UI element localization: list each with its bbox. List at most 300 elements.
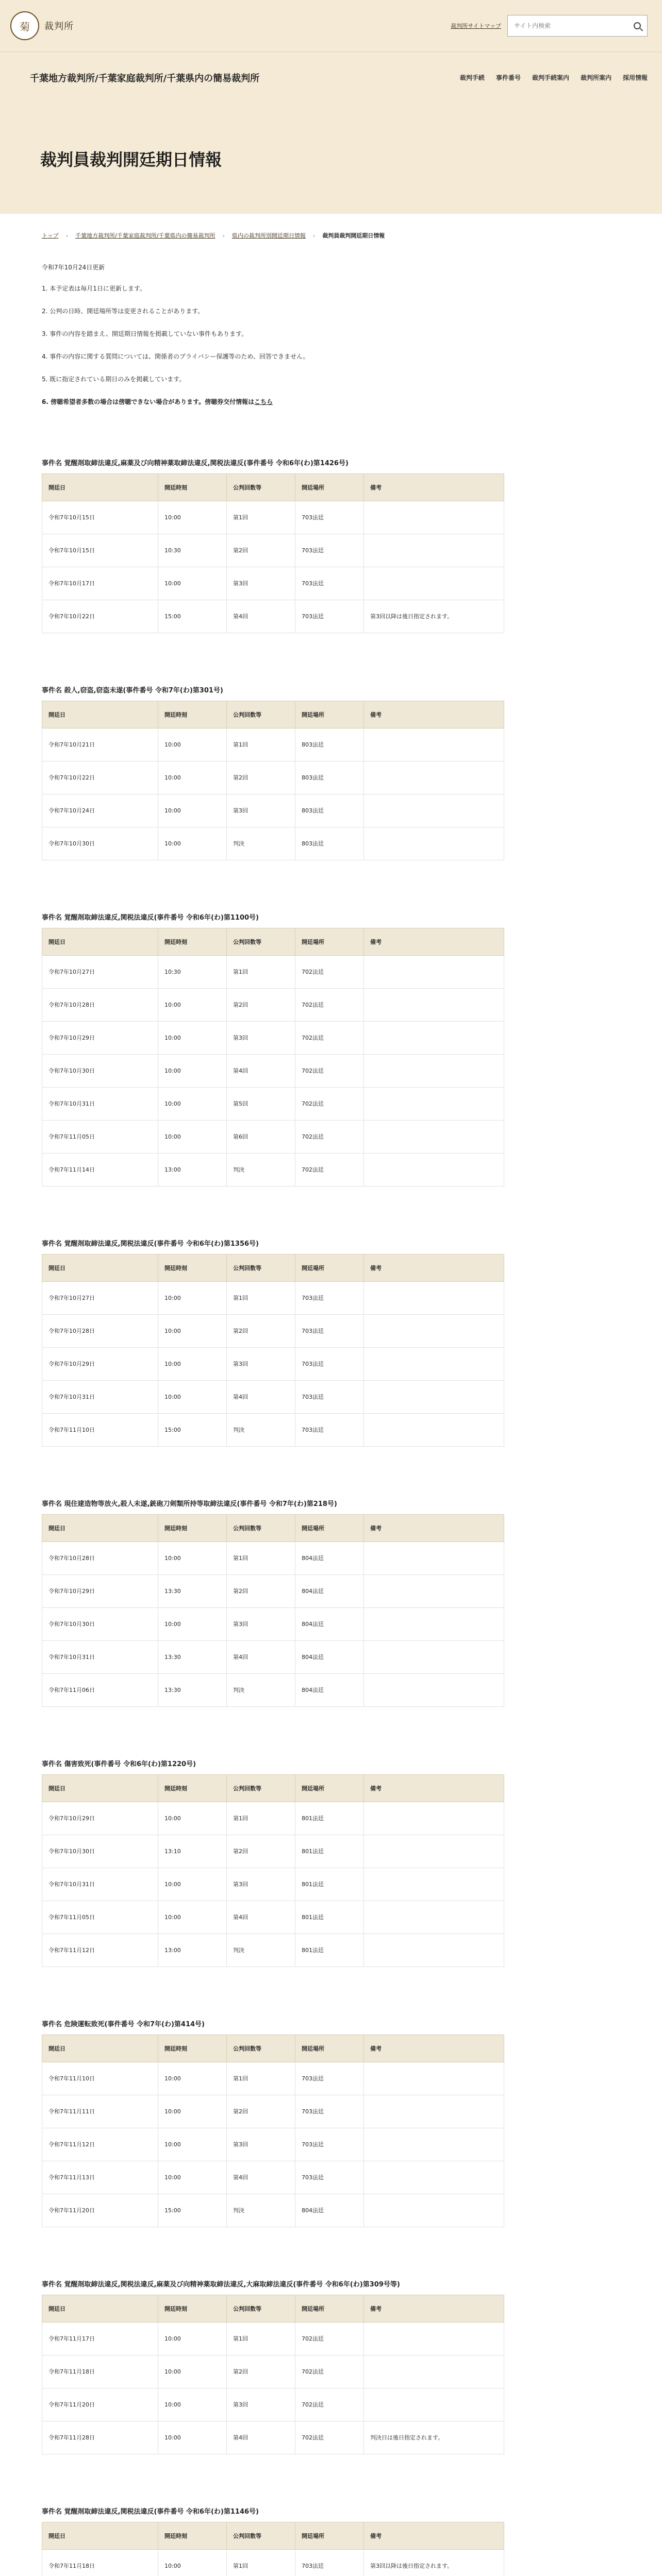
schedule-table [42, 1254, 504, 1447]
column-header: 公判回数等 [227, 2035, 295, 2062]
note-item: 3. 事件の内容を踏まえ、開廷期日情報を掲載していない事件もあります。 [42, 330, 248, 337]
table-row [42, 2194, 504, 2227]
table-row [42, 1868, 504, 1901]
table-cell [364, 955, 504, 988]
schedule-table [42, 701, 504, 860]
table-cell: 10:00 [158, 567, 227, 600]
schedule-table [42, 1774, 504, 1967]
column-header: 開廷場所 [295, 2035, 364, 2062]
table-cell: 令和7年10月30日 [42, 827, 158, 860]
table-header-row [42, 701, 504, 728]
nav-item-case-number[interactable]: 事件番号 [495, 74, 521, 81]
table-row [42, 1901, 504, 1934]
table-cell: 703法廷 [295, 2161, 364, 2194]
column-header: 備考 [364, 701, 504, 728]
table-cell: 第3回 [227, 2128, 295, 2161]
table-row [42, 1054, 504, 1087]
case-section [42, 457, 620, 633]
table-cell: 10:00 [158, 2549, 227, 2576]
table-cell: 13:10 [158, 1835, 227, 1868]
column-header: 開廷日 [42, 1774, 158, 1802]
schedule-table [42, 473, 504, 633]
table-cell [364, 1835, 504, 1868]
table-cell: 803法廷 [295, 728, 364, 761]
column-header: 開廷場所 [295, 928, 364, 955]
table-cell: 10:00 [158, 827, 227, 860]
table-cell: 702法廷 [295, 1087, 364, 1120]
case-section [42, 912, 620, 1187]
table-cell: 13:00 [158, 1153, 227, 1186]
schedule-table [42, 2522, 504, 2576]
search-icon[interactable] [634, 22, 641, 29]
table-cell: 703法廷 [295, 1413, 364, 1446]
table-cell: 10:00 [158, 1087, 227, 1120]
table-cell: 令和7年10月29日 [42, 1021, 158, 1054]
table-row [42, 1673, 504, 1706]
table-row [42, 1574, 504, 1607]
column-header: 開廷時刻 [158, 1774, 227, 1802]
table-row [42, 761, 504, 794]
column-header: 開廷日 [42, 1254, 158, 1281]
table-row [42, 2388, 504, 2421]
column-header: 公判回数等 [227, 2295, 295, 2322]
table-cell: 第4回 [227, 600, 295, 633]
table-cell [364, 1281, 504, 1314]
column-header: 備考 [364, 2035, 504, 2062]
table-cell: 第1回 [227, 955, 295, 988]
table-cell: 10:00 [158, 794, 227, 827]
table-header-row [42, 1254, 504, 1281]
table-cell: 第2回 [227, 761, 295, 794]
table-cell: 10:00 [158, 501, 227, 534]
table-row [42, 2062, 504, 2095]
table-cell: 10:00 [158, 1281, 227, 1314]
table-cell [364, 501, 504, 534]
top-bar [0, 0, 662, 52]
sitemap-link[interactable]: 裁判所サイトマップ [451, 23, 501, 29]
table-cell [364, 1087, 504, 1120]
column-header: 開廷時刻 [158, 1514, 227, 1541]
schedule-table [42, 928, 504, 1187]
search-input[interactable] [514, 22, 630, 29]
table-cell [364, 567, 504, 600]
table-cell: 令和7年11月18日 [42, 2355, 158, 2388]
table-cell: 804法廷 [295, 2194, 364, 2227]
column-header: 備考 [364, 1514, 504, 1541]
column-header: 開廷場所 [295, 701, 364, 728]
table-cell: 判決 [227, 1673, 295, 1706]
table-cell: 15:00 [158, 1413, 227, 1446]
table-cell: 令和7年10月31日 [42, 1087, 158, 1120]
table-cell: 第1回 [227, 1541, 295, 1574]
brand-name: 裁判所 [44, 21, 74, 32]
table-cell [364, 1347, 504, 1380]
column-header: 開廷場所 [295, 1514, 364, 1541]
breadcrumb [42, 231, 620, 240]
table-cell: 第3回 [227, 1021, 295, 1054]
table-cell: 10:00 [158, 2421, 227, 2454]
table-row [42, 567, 504, 600]
table-cell: 令和7年10月29日 [42, 1574, 158, 1607]
site-logo[interactable] [10, 11, 74, 40]
case-title: 事件名 覚醒剤取締法違反,関税法違反(事件番号 令和6年(わ)第1356号) [42, 1240, 259, 1248]
notes-list [42, 284, 620, 406]
table-row [42, 827, 504, 860]
table-row [42, 2421, 504, 2454]
case-title: 事件名 覚醒剤取締法違反,麻薬及び向精神薬取締法違反,関税法違反(事件番号 令和6年(わ)第1426号) [42, 459, 349, 467]
table-cell: 令和7年11月10日 [42, 2062, 158, 2095]
table-cell: 令和7年10月30日 [42, 1054, 158, 1087]
case-section [42, 1758, 620, 1967]
table-cell: 801法廷 [295, 1901, 364, 1934]
table-row [42, 1380, 504, 1413]
table-cell: 703法廷 [295, 2128, 364, 2161]
case-section [42, 685, 620, 860]
table-cell: 第2回 [227, 1574, 295, 1607]
case-section [42, 2279, 620, 2454]
table-cell: 10:00 [158, 1541, 227, 1574]
table-cell [364, 1673, 504, 1706]
table-cell [364, 1901, 504, 1934]
column-header: 備考 [364, 1254, 504, 1281]
table-cell: 令和7年10月22日 [42, 761, 158, 794]
table-row [42, 2322, 504, 2355]
column-header: 開廷時刻 [158, 701, 227, 728]
column-header: 開廷日 [42, 1514, 158, 1541]
table-cell: 第1回 [227, 2062, 295, 2095]
table-cell: 703法廷 [295, 1347, 364, 1380]
table-cell: 13:30 [158, 1673, 227, 1706]
table-cell: 第3回以降は後日指定されます。 [364, 600, 504, 633]
nav-item-court-guide[interactable]: 裁判所案内 [580, 74, 611, 81]
column-header: 公判回数等 [227, 701, 295, 728]
table-cell: 804法廷 [295, 1673, 364, 1706]
table-cell: 判決 [227, 2194, 295, 2227]
table-cell [364, 794, 504, 827]
table-cell: 令和7年10月21日 [42, 728, 158, 761]
table-cell [364, 1153, 504, 1186]
table-cell: 令和7年11月20日 [42, 2388, 158, 2421]
case-list [42, 457, 620, 2576]
table-cell: 10:00 [158, 2128, 227, 2161]
table-cell [364, 1054, 504, 1087]
table-header-row [42, 2522, 504, 2549]
schedule-table [42, 2295, 504, 2454]
table-cell: 令和7年11月20日 [42, 2194, 158, 2227]
table-row [42, 794, 504, 827]
table-cell: 801法廷 [295, 1835, 364, 1868]
table-cell: 令和7年10月30日 [42, 1835, 158, 1868]
table-cell: 第3回 [227, 794, 295, 827]
table-cell [364, 827, 504, 860]
table-header-row [42, 1514, 504, 1541]
table-header-row [42, 2295, 504, 2322]
table-cell: 判決日は後日指定されます。 [364, 2421, 504, 2454]
table-cell: 10:30 [158, 534, 227, 567]
table-cell: 令和7年11月18日 [42, 2549, 158, 2576]
table-cell: 10:00 [158, 761, 227, 794]
table-cell [364, 2355, 504, 2388]
table-cell: 令和7年10月30日 [42, 1607, 158, 1640]
column-header: 備考 [364, 2522, 504, 2549]
column-header: 公判回数等 [227, 2522, 295, 2549]
chrysanthemum-emblem-icon: 菊 [10, 11, 39, 40]
column-header: 公判回数等 [227, 928, 295, 955]
table-cell: 令和7年11月05日 [42, 1120, 158, 1153]
table-row [42, 2355, 504, 2388]
table-cell [364, 1607, 504, 1640]
table-cell: 令和7年10月15日 [42, 501, 158, 534]
table-cell: 第1回 [227, 2549, 295, 2576]
table-cell: 10:00 [158, 1347, 227, 1380]
table-cell: 令和7年11月10日 [42, 1413, 158, 1446]
table-row [42, 1413, 504, 1446]
note-item: 4. 事件の内容に関する質問については、関係者のプライバシー保護等のため、回答できません。 [42, 352, 309, 360]
table-cell [364, 728, 504, 761]
table-cell: 10:00 [158, 1314, 227, 1347]
column-header: 開廷日 [42, 928, 158, 955]
note-ticket-text: 6. 傍聴希望者多数の場合は傍聴できない場合があります。傍聴券交付情報は [42, 398, 255, 405]
table-cell: 第3回 [227, 2388, 295, 2421]
table-cell: 第1回 [227, 501, 295, 534]
column-header: 開廷日 [42, 2035, 158, 2062]
table-row [42, 728, 504, 761]
breadcrumb-schedule-list[interactable]: 県内の裁判所別開廷期日情報 [231, 232, 306, 239]
column-header: 備考 [364, 2295, 504, 2322]
column-header: 公判回数等 [227, 1254, 295, 1281]
column-header: 開廷場所 [295, 1774, 364, 1802]
table-cell: 第1回 [227, 1281, 295, 1314]
table-cell: 702法廷 [295, 2421, 364, 2454]
table-cell: 703法廷 [295, 1281, 364, 1314]
table-cell: 第1回 [227, 2322, 295, 2355]
breadcrumb-separator-icon: › [65, 232, 69, 239]
table-row [42, 1541, 504, 1574]
table-row [42, 1640, 504, 1673]
table-cell: 703法廷 [295, 567, 364, 600]
nav-item-procedure-guide[interactable]: 裁判手続案内 [532, 74, 569, 81]
case-title: 事件名 覚醒剤取締法違反,関税法違反(事件番号 令和6年(わ)第1146号) [42, 2507, 259, 2516]
column-header: 開廷日 [42, 2522, 158, 2549]
table-row [42, 1347, 504, 1380]
table-cell: 702法廷 [295, 955, 364, 988]
case-title: 事件名 殺人,窃盗,窃盗未遂(事件番号 令和7年(わ)第301号) [42, 686, 223, 694]
note-item-ticket [42, 397, 620, 406]
table-cell: 703法廷 [295, 534, 364, 567]
nav-item-procedure[interactable]: 裁判手続 [459, 74, 485, 81]
table-cell: 803法廷 [295, 794, 364, 827]
case-section [42, 2506, 620, 2576]
table-cell: 10:00 [158, 1054, 227, 1087]
table-cell [364, 2388, 504, 2421]
court-name[interactable]: 千葉地方裁判所/千葉家庭裁判所/千葉県内の簡易裁判所 [30, 73, 260, 84]
table-header-row [42, 2035, 504, 2062]
table-cell: 703法廷 [295, 1314, 364, 1347]
table-cell: 15:00 [158, 2194, 227, 2227]
table-row [42, 988, 504, 1021]
table-cell: 令和7年10月22日 [42, 600, 158, 633]
table-cell: 804法廷 [295, 1607, 364, 1640]
table-cell: 令和7年10月29日 [42, 1802, 158, 1835]
table-cell [364, 2194, 504, 2227]
table-cell: 令和7年11月28日 [42, 2421, 158, 2454]
table-row [42, 1835, 504, 1868]
table-cell [364, 1574, 504, 1607]
table-cell [364, 1120, 504, 1153]
schedule-table [42, 2035, 504, 2227]
table-cell: 703法廷 [295, 2549, 364, 2576]
table-cell [364, 2095, 504, 2128]
note-item: 5. 既に指定されている期日のみを掲載しています。 [42, 375, 186, 383]
column-header: 開廷場所 [295, 1254, 364, 1281]
table-row [42, 1802, 504, 1835]
table-cell: 令和7年11月17日 [42, 2322, 158, 2355]
table-header-row [42, 928, 504, 955]
case-title: 事件名 危険運転致死(事件番号 令和7年(わ)第414号) [42, 2020, 205, 2028]
table-cell [364, 761, 504, 794]
table-row [42, 1607, 504, 1640]
table-cell [364, 1640, 504, 1673]
table-cell: 第1回 [227, 728, 295, 761]
table-cell [364, 1541, 504, 1574]
table-cell: 702法廷 [295, 1120, 364, 1153]
column-header: 公判回数等 [227, 473, 295, 501]
table-cell: 令和7年10月28日 [42, 988, 158, 1021]
table-cell: 702法廷 [295, 988, 364, 1021]
column-header: 開廷日 [42, 701, 158, 728]
table-cell: 令和7年11月11日 [42, 2095, 158, 2128]
breadcrumb-top[interactable]: トップ [42, 232, 59, 239]
breadcrumb-current: 裁判員裁判開廷期日情報 [322, 232, 385, 239]
table-cell: 第3回以降は後日指定されます。 [364, 2549, 504, 2576]
table-cell: 第6回 [227, 1120, 295, 1153]
nav-item-recruitment[interactable]: 採用情報 [622, 74, 648, 81]
table-cell: 令和7年10月27日 [42, 955, 158, 988]
table-cell: 10:00 [158, 2062, 227, 2095]
table-cell: 第1回 [227, 1802, 295, 1835]
table-cell [364, 988, 504, 1021]
table-cell: 702法廷 [295, 1021, 364, 1054]
table-cell: 令和7年10月27日 [42, 1281, 158, 1314]
updated-date: 令和7年10月24日更新 [42, 264, 105, 271]
table-cell: 第4回 [227, 2161, 295, 2194]
table-cell: 10:00 [158, 2322, 227, 2355]
column-header: 開廷日 [42, 2295, 158, 2322]
table-cell: 10:00 [158, 2161, 227, 2194]
note-item: 2. 公判の日時、開廷場所等は変更されることがあります。 [42, 307, 204, 315]
table-cell: 10:00 [158, 1021, 227, 1054]
column-header: 開廷場所 [295, 473, 364, 501]
column-header: 開廷時刻 [158, 2522, 227, 2549]
table-cell: 801法廷 [295, 1802, 364, 1835]
column-header: 備考 [364, 928, 504, 955]
table-cell: 令和7年11月12日 [42, 1934, 158, 1967]
table-cell [364, 2128, 504, 2161]
table-cell: 判決 [227, 1413, 295, 1446]
table-cell: 判決 [227, 827, 295, 860]
table-cell [364, 1934, 504, 1967]
table-cell: 10:00 [158, 2355, 227, 2388]
case-section [42, 1498, 620, 1707]
ticket-info-link[interactable]: こちら [254, 398, 273, 405]
table-cell: 第2回 [227, 2095, 295, 2128]
table-cell: 令和7年11月12日 [42, 2128, 158, 2161]
table-cell: 第3回 [227, 1347, 295, 1380]
table-cell: 令和7年11月14日 [42, 1153, 158, 1186]
table-cell: 10:00 [158, 1802, 227, 1835]
table-row [42, 2128, 504, 2161]
case-title: 事件名 傷害致死(事件番号 令和6年(わ)第1220号) [42, 1760, 196, 1768]
table-cell: 10:00 [158, 2388, 227, 2421]
table-cell: 804法廷 [295, 1640, 364, 1673]
table-cell: 10:30 [158, 955, 227, 988]
page-title: 裁判員裁判開廷期日情報 [40, 149, 222, 170]
table-cell: 令和7年10月24日 [42, 794, 158, 827]
table-row [42, 955, 504, 988]
table-cell: 10:00 [158, 1380, 227, 1413]
case-title: 事件名 覚醒剤取締法違反,関税法違反,麻薬及び向精神薬取締法違反,大麻取締法違反(事件番号 令和6年(わ)第309号等) [42, 2280, 400, 2289]
column-header: 開廷時刻 [158, 473, 227, 501]
table-row [42, 1153, 504, 1186]
table-cell: 13:00 [158, 1934, 227, 1967]
table-cell: 702法廷 [295, 2355, 364, 2388]
table-row [42, 1087, 504, 1120]
table-cell: 13:30 [158, 1640, 227, 1673]
table-cell: 15:00 [158, 600, 227, 633]
breadcrumb-separator-icon: › [312, 232, 316, 239]
column-header: 開廷時刻 [158, 928, 227, 955]
case-title: 事件名 現住建造物等放火,殺人未遂,銃砲刀剣類所持等取締法違反(事件番号 令和7年(わ)第218号) [42, 1500, 337, 1508]
table-cell: 第3回 [227, 1607, 295, 1640]
schedule-table [42, 1514, 504, 1707]
table-cell [364, 1021, 504, 1054]
table-cell: 801法廷 [295, 1868, 364, 1901]
case-section [42, 2019, 620, 2227]
table-cell [364, 1413, 504, 1446]
table-cell [364, 2161, 504, 2194]
column-header: 開廷日 [42, 473, 158, 501]
table-row [42, 1021, 504, 1054]
table-cell: 702法廷 [295, 2322, 364, 2355]
table-cell: 803法廷 [295, 827, 364, 860]
table-cell [364, 1314, 504, 1347]
table-cell: 702法廷 [295, 2388, 364, 2421]
table-cell: 703法廷 [295, 2062, 364, 2095]
table-cell [364, 1802, 504, 1835]
table-cell: 第3回 [227, 567, 295, 600]
table-cell: 第5回 [227, 1087, 295, 1120]
court-nav [460, 73, 648, 82]
table-cell: 10:00 [158, 1868, 227, 1901]
table-row [42, 2095, 504, 2128]
table-cell: 第2回 [227, 1835, 295, 1868]
table-cell: 702法廷 [295, 1153, 364, 1186]
breadcrumb-court[interactable]: 千葉地方裁判所/千葉家庭裁判所/千葉県内の簡易裁判所 [75, 232, 216, 239]
main-content [0, 214, 662, 2576]
table-cell: 10:00 [158, 1120, 227, 1153]
search-box[interactable] [507, 15, 648, 37]
table-cell: 703法廷 [295, 1380, 364, 1413]
table-cell [364, 1380, 504, 1413]
table-cell: 801法廷 [295, 1934, 364, 1967]
table-row [42, 534, 504, 567]
table-row [42, 501, 504, 534]
table-cell: 803法廷 [295, 761, 364, 794]
column-header: 開廷時刻 [158, 2035, 227, 2062]
table-cell [364, 534, 504, 567]
breadcrumb-separator-icon: › [222, 232, 225, 239]
table-cell: 703法廷 [295, 600, 364, 633]
